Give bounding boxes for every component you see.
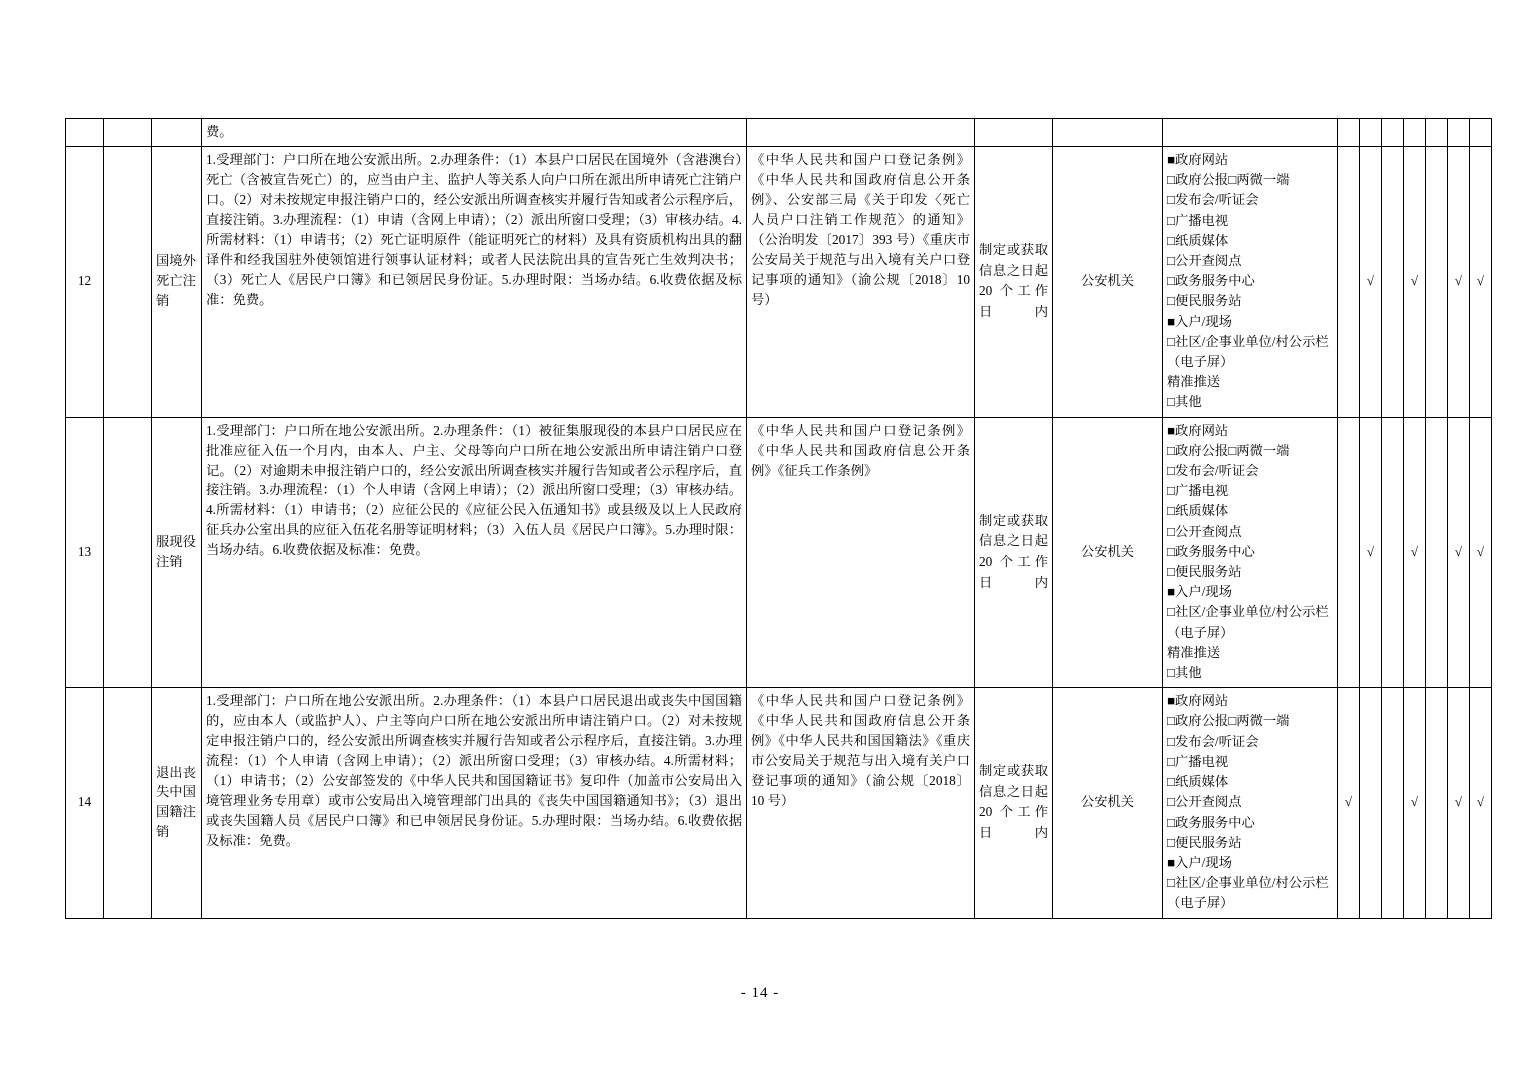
row-check-cell — [1338, 119, 1360, 147]
channel-option[interactable]: □社区/企事业单位/村公示栏（电子屏） — [1167, 333, 1329, 370]
checkmark[interactable]: √ — [1454, 794, 1463, 810]
channel-option[interactable]: □便民服务站 — [1167, 293, 1242, 309]
row-number: 13 — [66, 417, 104, 688]
row-time-limit: 制定或获取信息之日起 20 个工作日内 — [979, 242, 1048, 319]
channel-option[interactable]: □广播电视 — [1167, 212, 1229, 228]
checkmark[interactable]: √ — [1454, 273, 1463, 289]
row-item-name: 退出丧失中国国籍注销 — [152, 688, 202, 918]
channel-option[interactable]: □政务服务中心 — [1167, 543, 1255, 559]
row-blank-cell — [104, 119, 152, 147]
row-item-name: 服现役注销 — [152, 417, 202, 688]
row-organization: 公安机关 — [1053, 417, 1163, 688]
channel-option[interactable]: □广播电视 — [1167, 483, 1229, 499]
row-number: 14 — [66, 688, 104, 918]
row-content: 1.受理部门：户口所在地公安派出所。2.办理条件：（1）本县户口居民在国境外（含港澳台）死亡（含被宣告死亡）的，应当由户主、监护人等关系人向户口所在派出所申请死亡注销户口。（2）对未按规定申报注销户口的，经公安派出所调查核实并履行告知或者公示程序后，直接注销。3.办理流程：（1）申请（含网上申请）；（2）派出所窗口受理；（3）审核办结。4.所需材料：（1）申请书；（2）死亡证明原件（能证明死亡的材料）及具有资质机构出具的翻译件和经我国驻外使领馆进行领事认证材料；或者人民法院出具的宣告死亡生效判决书；（3）死亡人《居民户口簿》和已领居民身份证。5.办理时限：当场办结。6.收费依据及标准：免费。 — [206, 152, 742, 307]
channel-option[interactable]: ■政府网站 — [1167, 693, 1229, 709]
channel-option[interactable]: □社区/企事业单位/村公示栏（电子屏） — [1167, 875, 1329, 911]
row-time-limit: 制定或获取信息之日起 20 个工作日内 — [979, 763, 1048, 840]
checkmark[interactable]: √ — [1366, 273, 1375, 289]
row-content: 1.受理部门：户口所在地公安派出所。2.办理条件：（1）本县户口居民退出或丧失中国国籍的，应由本人（或监护人）、户主等向户口所在地公安派出所申请注销户口。（2）对未按规定申报注销户口的，经公安派出所调查核实并履行告知或者公示程序后，直接注销。3.办理流程：（1）个人申请（含网上申请）；（2）派出所窗口受理；（3）审核办结。4.所需材料；（1）申请书；（2）公安部签发的《中华人民共和国国籍证书》复印件（加盖市公安局出入境管理业务专用章）或市公安局出入境管理部门出具的《丧失中国国籍通知书》；（3）退出或丧失国籍人员《居民户口簿》和已申领居民身份证。5.办理时限：当场办结。6.收费依据及标准：免费。 — [206, 693, 742, 848]
row-channels — [1163, 417, 1338, 688]
checkmark[interactable]: √ — [1410, 794, 1419, 810]
row-legal-basis: 《中华人民共和国户口登记条例》《中华人民共和国政府信息公开条例》、公安部三局《关于印发〈死亡人员户口注销工作规范〉的通知》（公治明发〔2017〕393 号）《重庆市公安局关于规范与出入境有关户口登记事项的通知》（渝公规〔2018〕10 号） — [751, 152, 974, 307]
channel-option[interactable]: ■入户/现场 — [1167, 313, 1232, 329]
row-check-cell — [1448, 119, 1470, 147]
row-channels — [1163, 688, 1338, 918]
row-number-cell — [66, 119, 104, 147]
row-check-cell — [1404, 119, 1426, 147]
table-row — [66, 147, 1492, 418]
row-time-cell — [975, 119, 1053, 147]
row-basis-cell — [747, 119, 975, 147]
checkmark[interactable]: √ — [1410, 273, 1419, 289]
row-content: 1.受理部门：户口所在地公安派出所。2.办理条件：（1）被征集服现役的本县户口居民应在批准应征入伍一个月内，由本人、户主、父母等向户口所在地公安派出所申请注销户口登记。（2）对逾期未申报注销户口的，经公安派出所调查核实并履行告知或者公示程序后，直接注销。3.办理流程：（1）个人申请（含网上申请）；（2）派出所窗口受理；（3）审核办结。4.所需材料：（1）申请书；（2）应征公民的《应征公民入伍通知书》或县级及以上人民政府征兵办公室出具的应征入伍花名册等证明材料；（3）入伍人员《居民户口簿》。5.办理时限：当场办结。6.收费依据及标准：免费。 — [206, 422, 742, 558]
channel-option[interactable]: ■政府网站 — [1167, 152, 1229, 167]
channel-option[interactable]: □政府公报□两微一端 — [1167, 172, 1290, 188]
channel-option[interactable]: ■入户/现场 — [1167, 584, 1232, 600]
row-organization: 公安机关 — [1053, 688, 1163, 918]
row-check-cell — [1470, 119, 1492, 147]
table-row-continuation — [66, 119, 1492, 147]
row-item-name: 国境外死亡注销 — [152, 147, 202, 418]
row-channels — [1163, 147, 1338, 418]
channel-option[interactable]: 精准推送 — [1167, 374, 1221, 390]
row-legal-basis: 《中华人民共和国户口登记条例》《中华人民共和国政府信息公开条例》《征兵工作条例》 — [751, 422, 970, 478]
channel-option[interactable]: □发布会/听证会 — [1167, 192, 1259, 208]
row-check-cell — [1360, 119, 1382, 147]
channel-option[interactable]: ■政府网站 — [1167, 422, 1229, 438]
channel-option[interactable]: □公开查阅点 — [1167, 253, 1242, 269]
channel-option[interactable]: □公开查阅点 — [1167, 794, 1242, 810]
checkmark[interactable]: √ — [1366, 543, 1375, 559]
channel-option[interactable]: □发布会/听证会 — [1167, 733, 1259, 749]
row-org-cell — [1053, 119, 1163, 147]
row-check-cell — [1426, 119, 1448, 147]
row-channel-cell — [1163, 119, 1338, 147]
channel-option[interactable]: □公开查阅点 — [1167, 523, 1242, 539]
channel-option[interactable]: □便民服务站 — [1167, 834, 1242, 850]
row-organization: 公安机关 — [1053, 147, 1163, 418]
row-number: 12 — [66, 147, 104, 418]
channel-option[interactable]: □纸质媒体 — [1167, 774, 1229, 790]
row-blank — [104, 688, 152, 918]
continuation-text: 费。 — [206, 124, 233, 139]
row-blank — [104, 147, 152, 418]
channel-option[interactable]: □其他 — [1167, 394, 1202, 410]
channel-option[interactable]: □政府公报□两微一端 — [1167, 713, 1290, 729]
channel-option[interactable]: □便民服务站 — [1167, 564, 1242, 580]
channel-option[interactable]: □社区/企事业单位/村公示栏（电子屏） — [1167, 604, 1329, 640]
checkmark[interactable]: √ — [1476, 794, 1485, 810]
checkmark[interactable]: √ — [1344, 794, 1353, 810]
checkmark[interactable]: √ — [1476, 273, 1485, 289]
checkmark[interactable]: √ — [1454, 543, 1463, 559]
checkmark[interactable]: √ — [1476, 543, 1485, 559]
row-check-cell — [1382, 119, 1404, 147]
information-disclosure-table — [65, 118, 1492, 919]
table-row — [66, 417, 1492, 688]
row-name-cell — [152, 119, 202, 147]
row-blank — [104, 417, 152, 688]
channel-option[interactable]: □政务服务中心 — [1167, 273, 1255, 289]
channel-option[interactable]: ■入户/现场 — [1167, 854, 1232, 870]
channel-option[interactable]: □政府公报□两微一端 — [1167, 442, 1290, 458]
channel-option[interactable]: □发布会/听证会 — [1167, 463, 1259, 479]
table-row — [66, 688, 1492, 918]
channel-option[interactable]: 精准推送 — [1167, 644, 1221, 660]
row-time-limit: 制定或获取信息之日起 20 个工作日内 — [979, 512, 1048, 590]
page-number: - 14 - — [740, 985, 780, 1001]
channel-option[interactable]: □纸质媒体 — [1167, 503, 1229, 519]
channel-option[interactable]: □政务服务中心 — [1167, 814, 1255, 830]
row-legal-basis: 《中华人民共和国户口登记条例》《中华人民共和国政府信息公开条例》《中华人民共和国国籍法》《重庆市公安局关于规范与出入境有关户口登记事项的通知》（渝公规〔2018〕10 号） — [751, 693, 970, 808]
channel-option[interactable]: □广播电视 — [1167, 753, 1229, 769]
checkmark[interactable]: √ — [1410, 543, 1419, 559]
channel-option[interactable]: □其他 — [1167, 665, 1202, 681]
channel-option[interactable]: □纸质媒体 — [1167, 232, 1229, 248]
